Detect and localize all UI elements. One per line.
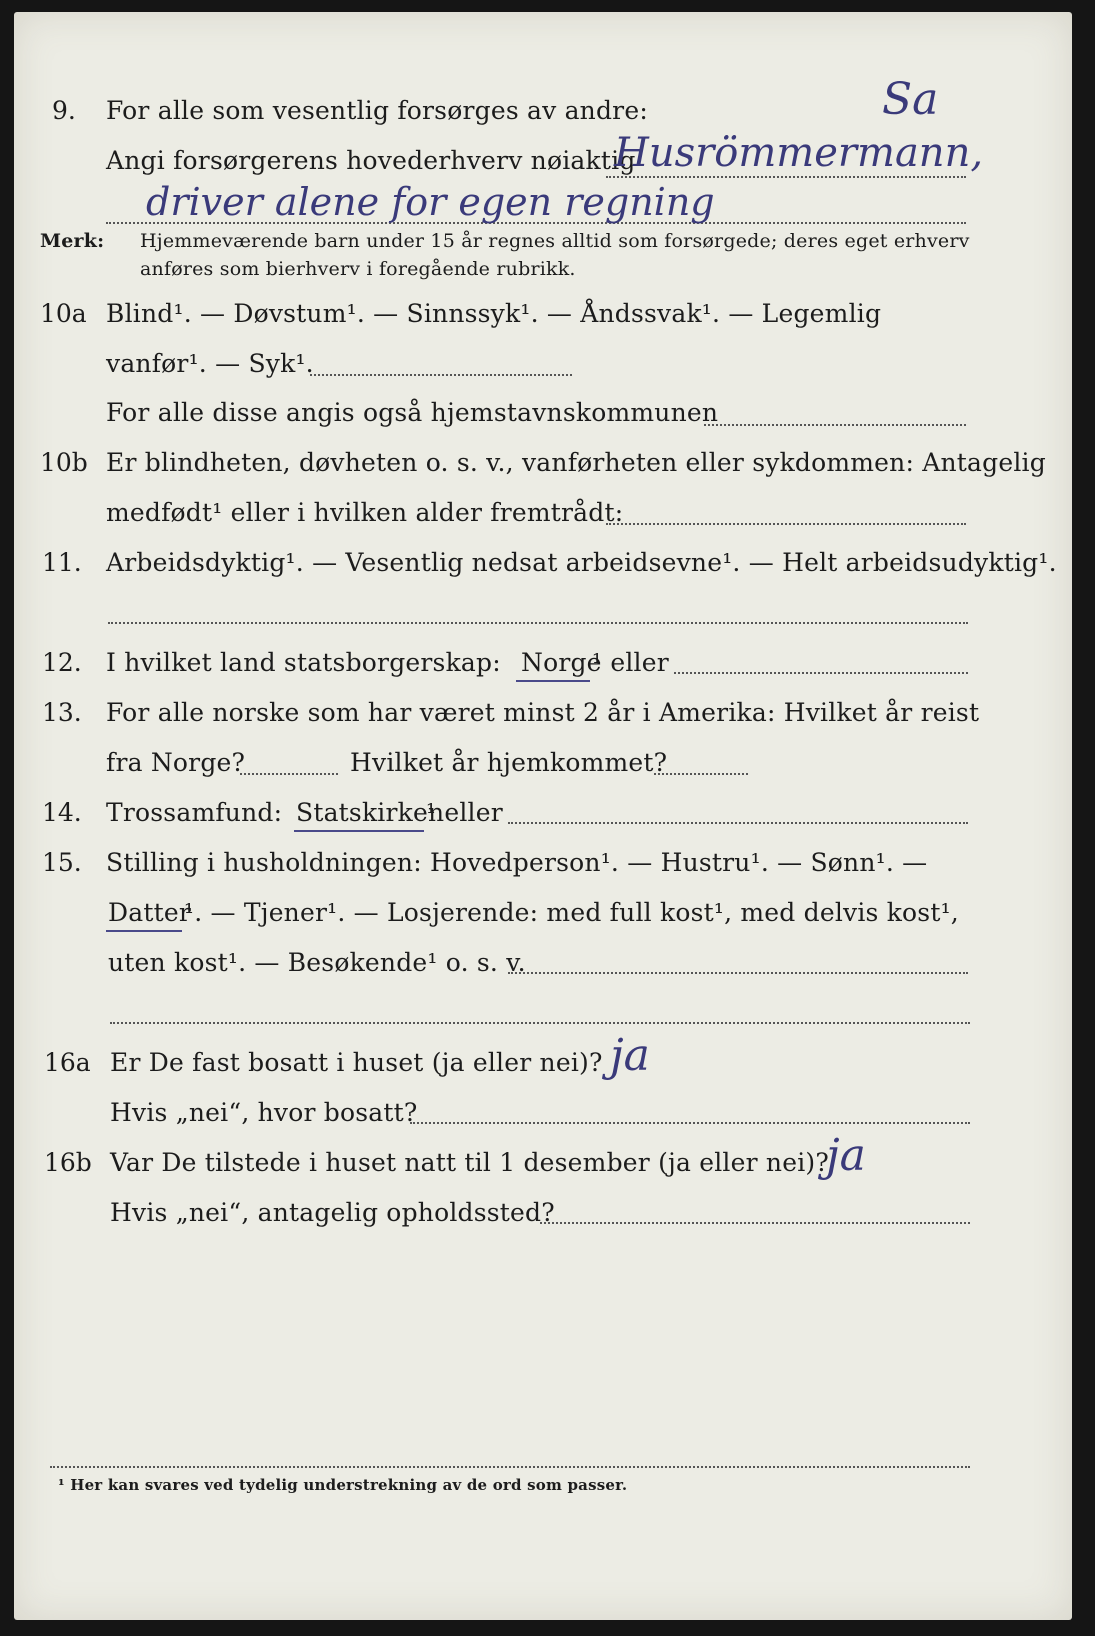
- q10b-line2: medfødt¹ eller i hvilken alder fremtrådt:: [106, 498, 624, 527]
- q11-answer-line[interactable]: [108, 622, 968, 624]
- q16b-line1: Var De tilstede i huset natt til 1 desember (ja eller nei)?: [110, 1148, 829, 1177]
- q16a-handwritten-answer: ja: [610, 1030, 650, 1081]
- merk-line2: anføres som bierhverv i foregående rubrikk.: [140, 258, 576, 280]
- q9-handwritten-occupation: Husrömmermann,: [614, 130, 984, 176]
- q10b-number: 10b: [40, 448, 88, 477]
- q10a-line1: Blind¹. — Døvstum¹. — Sinnssyk¹. — Åndssvak¹. — Legemlig: [106, 299, 882, 328]
- q16a-answer-line[interactable]: [410, 1122, 970, 1124]
- q10a-line3: For alle disse angis også hjemstavnskommunen: [106, 398, 719, 427]
- q9-handwritten-detail: driver alene for egen regning: [146, 180, 715, 224]
- q16b-handwritten-answer: ja: [826, 1130, 866, 1181]
- q12-prefix: I hvilket land statsborgerskap:: [106, 648, 501, 677]
- footnote-divider: [50, 1466, 970, 1468]
- q14-number: 14.: [42, 798, 82, 827]
- q15-selected-datter[interactable]: Datter: [108, 898, 191, 927]
- q14-prefix: Trossamfund:: [106, 798, 283, 827]
- q16a-line1: Er De fast bosatt i huset (ja eller nei)?: [110, 1048, 603, 1077]
- q10a-line2: vanfør¹. — Syk¹.: [106, 349, 314, 378]
- q10b-line1: Er blindheten, døvheten o. s. v., vanførheten eller sykdommen: Antagelig: [106, 448, 1046, 477]
- q15-datter-underline: [106, 930, 182, 932]
- q14-selected-statskirken[interactable]: Statskirken: [296, 798, 445, 827]
- q11-line1: Arbeidsdyktig¹. — Vesentlig nedsat arbeidsevne¹. — Helt arbeidsudyktig¹.: [106, 548, 1057, 577]
- q9-line1: For alle som vesentlig forsørges av andre:: [106, 96, 648, 125]
- q13-line2a: fra Norge?: [106, 748, 246, 777]
- q15-answer-line1[interactable]: [508, 972, 968, 974]
- q15-line1: Stilling i husholdningen: Hovedperson¹. — Hustru¹. — Sønn¹. —: [106, 848, 928, 877]
- q13-line2b: Hvilket år hjemkommet?: [350, 748, 668, 777]
- merk-line1: Hjemmeværende barn under 15 år regnes alltid som forsørgede; deres eget erhverv: [140, 230, 970, 252]
- q12-answer-line[interactable]: [674, 672, 968, 674]
- q15-answer-line2[interactable]: [110, 1022, 970, 1024]
- q14-statskirken-underline: [294, 830, 424, 832]
- q12-selected-norge[interactable]: Norge: [521, 648, 602, 677]
- q15-number: 15.: [42, 848, 82, 877]
- q12-norge-underline: [516, 680, 590, 682]
- q13-reist-answer-line[interactable]: [240, 773, 338, 775]
- q16a-line2: Hvis „nei“, hvor bosatt?: [110, 1098, 418, 1127]
- q13-number: 13.: [42, 698, 82, 727]
- q14-answer-line[interactable]: [508, 822, 968, 824]
- q11-number: 11.: [42, 548, 82, 577]
- q12-suffix: ¹ eller: [592, 648, 669, 677]
- q9-line2: Angi forsørgerens hovederhverv nøiaktig: [106, 146, 636, 175]
- q10a-syk-answer-line[interactable]: [310, 374, 572, 376]
- q16b-answer-line[interactable]: [540, 1222, 970, 1224]
- q9-number: 9.: [52, 96, 76, 125]
- q13-hjemkommet-answer-line[interactable]: [654, 773, 748, 775]
- q16b-line2: Hvis „nei“, antagelig opholdssted?: [110, 1198, 555, 1227]
- q15-line2: ¹. — Tjener¹. — Losjerende: med full kost¹, med delvis kost¹,: [184, 898, 959, 927]
- q16a-number: 16a: [44, 1048, 91, 1077]
- q13-line1: For alle norske som har været minst 2 år i Amerika: Hvilket år reist: [106, 698, 980, 727]
- census-form-page: [14, 12, 1072, 1620]
- q14-suffix: ¹ eller: [426, 798, 503, 827]
- q16b-number: 16b: [44, 1148, 92, 1177]
- corner-initials: Sa: [882, 74, 939, 125]
- footnote-text: ¹ Her kan svares ved tydelig understrekning av de ord som passer.: [58, 1476, 628, 1494]
- q10a-hjemstavn-answer-line[interactable]: [704, 424, 966, 426]
- q12-number: 12.: [42, 648, 82, 677]
- q10b-answer-line[interactable]: [606, 523, 966, 525]
- q9-answer-line1[interactable]: [606, 176, 966, 178]
- q15-line3: uten kost¹. — Besøkende¹ o. s. v.: [108, 948, 526, 977]
- q10a-number: 10a: [40, 299, 87, 328]
- merk-label: Merk:: [40, 230, 105, 252]
